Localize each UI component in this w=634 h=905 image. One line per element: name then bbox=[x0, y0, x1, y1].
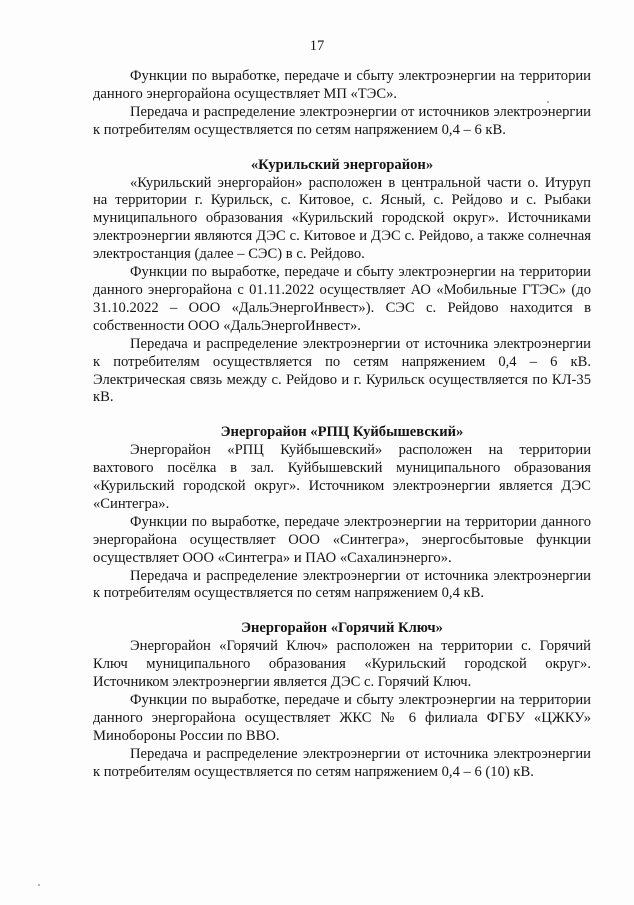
paragraph: Функции по выработке, передаче и сбыту электроэнергии на территории данного энергорайона осуществляет МП «ТЭС». bbox=[93, 68, 591, 102]
section-heading: Энергорайон «РПЦ Куйбышевский» bbox=[220, 424, 464, 441]
paragraph: Энергорайон «Горячий Ключ» расположен на территории с. Горячий Ключ муниципального образования «Курильский городской округ». Источником электроэнергии является ДЭС с. Горячий Ключ. bbox=[93, 638, 591, 691]
paragraph: Передача и распределение электроэнергии от источника электроэнергии к потребителям осуществляется по сетям напряжением 0,4 кВ. bbox=[93, 567, 591, 602]
page-number: 17 bbox=[309, 38, 325, 54]
section-heading: Энергорайон «Горячий Ключ» bbox=[241, 620, 443, 637]
intro-block bbox=[93, 68, 591, 140]
section-kurilsky bbox=[93, 157, 591, 408]
paragraph: Функции по выработке, передаче и сбыту электроэнергии на территории данного энергорайона с 01.11.2022 осуществляет АО «Мобильные ГТЭС» (до 31.10.2022 – ООО «ДальЭнергоИнвест»). СЭС с. Рейдово находится в собственности ООО «ДальЭнергоИнвест». bbox=[93, 264, 591, 334]
paragraph: Функции по выработке, передаче электроэнергии на территории данного энергорайона осуществляет ООО «Синтегра», энергосбытовые функции осуществляет ООО «Синтегра» и ПАО «Сахалинэнерго». bbox=[93, 513, 591, 566]
paragraph: Передача и распределение электроэнергии от источника электроэнергии к потребителям осуществляется по сетям напряжением 0,4 – 6 кВ. Электрическая связь между с. Рейдово и г. Курильск осуществляется по КЛ-35 кВ. bbox=[93, 335, 591, 406]
paragraph: Передача и распределение электроэнергии от источника электроэнергии к потребителям осуществляется по сетям напряжением 0,4 – 6 (10) кВ. bbox=[93, 745, 591, 780]
paragraph: Передача и распределение электроэнергии от источников электроэнергии к потребителям осуществляется по сетям напряжением 0,4 – 6 кВ. bbox=[93, 103, 591, 138]
scan-speck bbox=[547, 101, 549, 103]
scan-speck bbox=[38, 884, 40, 886]
section-heading: «Курильский энергорайон» bbox=[250, 156, 434, 173]
paragraph: Функции по выработке, передаче и сбыту электроэнергии на территории данного энергорайона осуществляет ЖКС № 6 филиала ФГБУ «ЦЖКУ» Минобороны России по ВВО. bbox=[93, 692, 591, 744]
section-kuibyshevsky bbox=[93, 424, 591, 603]
section-goryachiy-klyuch bbox=[93, 620, 591, 781]
paragraph: Энергорайон «РПЦ Куйбышевский» расположен на территории вахтового посёлка в зал. Куйбышевский муниципального образования «Курильский городской округ». Источником электроэнергии является ДЭС «Синтегра». bbox=[93, 442, 591, 512]
page-content bbox=[93, 62, 591, 782]
paragraph: «Курильский энергорайон» расположен в центральной части о. Итуруп на территории г. Курильск, с. Китовое, с. Ясный, с. Рейдово и с. Рыбаки муниципального образования «Курильский городской округ». Источниками электроэнергии являются ДЭС с. Китовое и ДЭС с. Рейдово, а также солнечная электростанция (далее – СЭС) в с. Рейдово. bbox=[93, 174, 591, 263]
